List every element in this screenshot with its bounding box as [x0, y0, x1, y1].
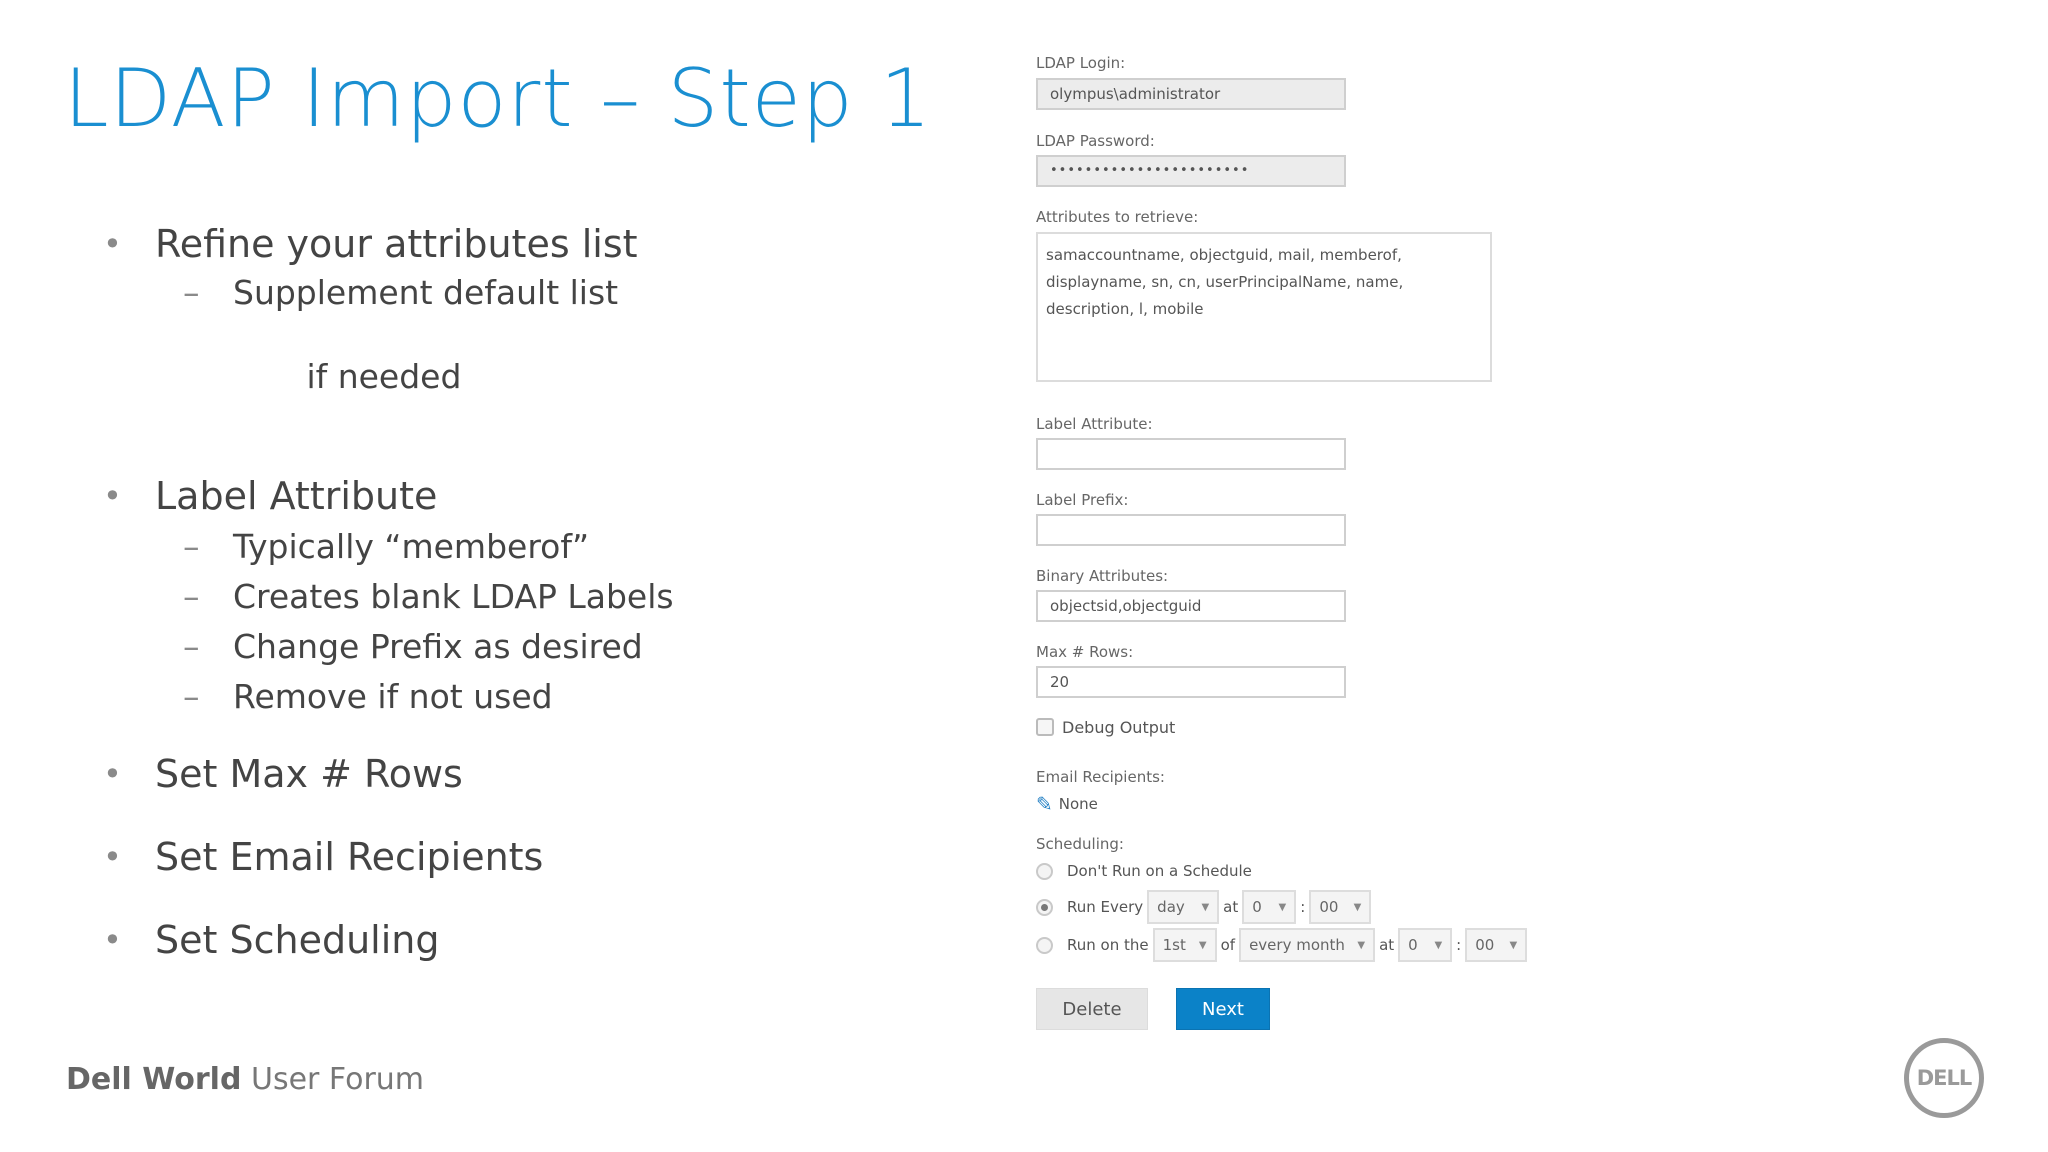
sub-bullet-item: [103, 526, 963, 568]
schedule-every-hour-select[interactable]: [1242, 890, 1296, 924]
bullet-text: Set Scheduling: [155, 918, 440, 962]
email-recipients-edit[interactable]: [1036, 792, 1098, 816]
debug-output-checkbox-row[interactable]: [1036, 718, 1175, 737]
footer-brand-bold: Dell World: [66, 1062, 242, 1097]
dash-icon: –: [183, 527, 200, 566]
max-rows-input[interactable]: 20: [1036, 666, 1346, 698]
email-recipients-value: None: [1058, 795, 1098, 813]
sub-bullet-text: Typically “memberof”: [233, 527, 590, 566]
bullet-item: [103, 472, 963, 520]
dash-icon: –: [183, 627, 200, 666]
schedule-on-day-select[interactable]: [1153, 928, 1217, 962]
schedule-on-label: Run on the: [1067, 936, 1149, 954]
schedule-every-minute-select[interactable]: [1309, 890, 1371, 924]
schedule-every-option[interactable]: [1036, 890, 1375, 924]
binary-attributes-label: Binary Attributes:: [1036, 567, 1169, 585]
sub-bullet-item: [103, 626, 963, 668]
colon-label: :: [1456, 936, 1462, 954]
chevron-down-icon: ▼: [1201, 901, 1210, 913]
select-value: 00: [1319, 898, 1339, 916]
bullet-dot-icon: •: [103, 225, 122, 263]
label-prefix-label: Label Prefix:: [1036, 491, 1129, 509]
email-recipients-label: Email Recipients:: [1036, 768, 1165, 786]
sub-bullet-continuation: [103, 314, 963, 440]
ldap-password-input[interactable]: •••••••••••••••••••••••: [1036, 155, 1346, 187]
debug-output-label: Debug Output: [1062, 718, 1176, 737]
ldap-import-form: [1036, 0, 1596, 1040]
bullet-text: Refine your attributes list: [155, 222, 638, 266]
chevron-down-icon: ▼: [1278, 901, 1287, 913]
chevron-down-icon: ▼: [1357, 939, 1366, 951]
bullet-list: [103, 210, 963, 964]
sub-bullet-text: Change Prefix as desired: [233, 627, 643, 666]
schedule-on-minute-select[interactable]: [1465, 928, 1527, 962]
bullet-text: Set Email Recipients: [155, 835, 544, 879]
footer-brand-rest: User Forum: [251, 1062, 425, 1097]
attributes-line: displayname, sn, cn, userPrincipalName, name,: [1046, 273, 1404, 291]
sub-bullet-text: Creates blank LDAP Labels: [233, 577, 674, 616]
dash-icon: –: [183, 677, 200, 716]
bullet-item: [103, 750, 963, 798]
schedule-none-radio[interactable]: [1036, 863, 1053, 880]
bullet-dot-icon: •: [103, 838, 122, 876]
label-attribute-label: Label Attribute:: [1036, 415, 1153, 433]
footer-brand: [66, 1062, 424, 1097]
colon-label: :: [1300, 898, 1306, 916]
attributes-textarea[interactable]: [1036, 232, 1492, 382]
sub-bullet-text: Supplement default list: [233, 273, 619, 312]
bullet-text: Set Max # Rows: [155, 752, 463, 796]
slide-title: LDAP Import – Step 1: [64, 52, 933, 145]
attributes-line: samaccountname, objectguid, mail, memberof,: [1046, 246, 1402, 264]
dash-icon: –: [183, 577, 200, 616]
select-value: 1st: [1162, 936, 1186, 954]
select-value: day: [1157, 898, 1185, 916]
binary-attributes-input[interactable]: objectsid,objectguid: [1036, 590, 1346, 622]
chevron-down-icon: ▼: [1509, 939, 1518, 951]
schedule-on-radio[interactable]: [1036, 937, 1053, 954]
select-value: 0: [1252, 898, 1262, 916]
bullet-item: [103, 833, 963, 881]
at-label: at: [1223, 898, 1239, 916]
bullet-dot-icon: •: [103, 477, 122, 515]
next-button[interactable]: Next: [1176, 988, 1270, 1030]
schedule-every-radio[interactable]: [1036, 899, 1053, 916]
scheduling-label: Scheduling:: [1036, 835, 1124, 853]
schedule-every-label: Run Every: [1067, 898, 1144, 916]
label-prefix-input[interactable]: [1036, 514, 1346, 546]
dash-icon: –: [183, 273, 200, 312]
ldap-login-input[interactable]: olympus\administrator: [1036, 78, 1346, 110]
chevron-down-icon: ▼: [1434, 939, 1443, 951]
bullet-item: [103, 916, 963, 964]
attributes-line: description, l, mobile: [1046, 300, 1204, 318]
ldap-login-label: LDAP Login:: [1036, 54, 1126, 72]
bullet-item: [103, 220, 963, 268]
schedule-on-hour-select[interactable]: [1398, 928, 1452, 962]
sub-bullet-item: [103, 576, 963, 618]
debug-output-checkbox[interactable]: [1036, 718, 1054, 736]
schedule-on-option[interactable]: [1036, 928, 1531, 962]
schedule-none-option[interactable]: [1036, 862, 1252, 880]
ldap-password-label: LDAP Password:: [1036, 132, 1155, 150]
sub-bullet-text: Remove if not used: [233, 677, 553, 716]
chevron-down-icon: ▼: [1198, 939, 1207, 951]
select-value: 0: [1408, 936, 1418, 954]
sub-bullet-item: [103, 272, 963, 314]
schedule-none-label: Don't Run on a Schedule: [1067, 862, 1252, 880]
bullet-dot-icon: •: [103, 921, 122, 959]
pencil-icon[interactable]: ✎: [1036, 792, 1053, 816]
sub-bullet-item: [103, 676, 963, 718]
dell-logo-icon: DELL: [1904, 1038, 1984, 1118]
at-label: at: [1379, 936, 1395, 954]
chevron-down-icon: ▼: [1353, 901, 1362, 913]
schedule-on-period-select[interactable]: [1239, 928, 1375, 962]
delete-button[interactable]: Delete: [1036, 988, 1148, 1030]
bullet-text: Label Attribute: [155, 474, 438, 518]
of-label: of: [1220, 936, 1236, 954]
bullet-dot-icon: •: [103, 755, 122, 793]
label-attribute-input[interactable]: [1036, 438, 1346, 470]
schedule-every-unit-select[interactable]: [1147, 890, 1219, 924]
select-value: 00: [1475, 936, 1495, 954]
select-value: every month: [1249, 936, 1345, 954]
sub-bullet-text: if needed: [295, 357, 462, 396]
attributes-label: Attributes to retrieve:: [1036, 208, 1199, 226]
max-rows-label: Max # Rows:: [1036, 643, 1134, 661]
